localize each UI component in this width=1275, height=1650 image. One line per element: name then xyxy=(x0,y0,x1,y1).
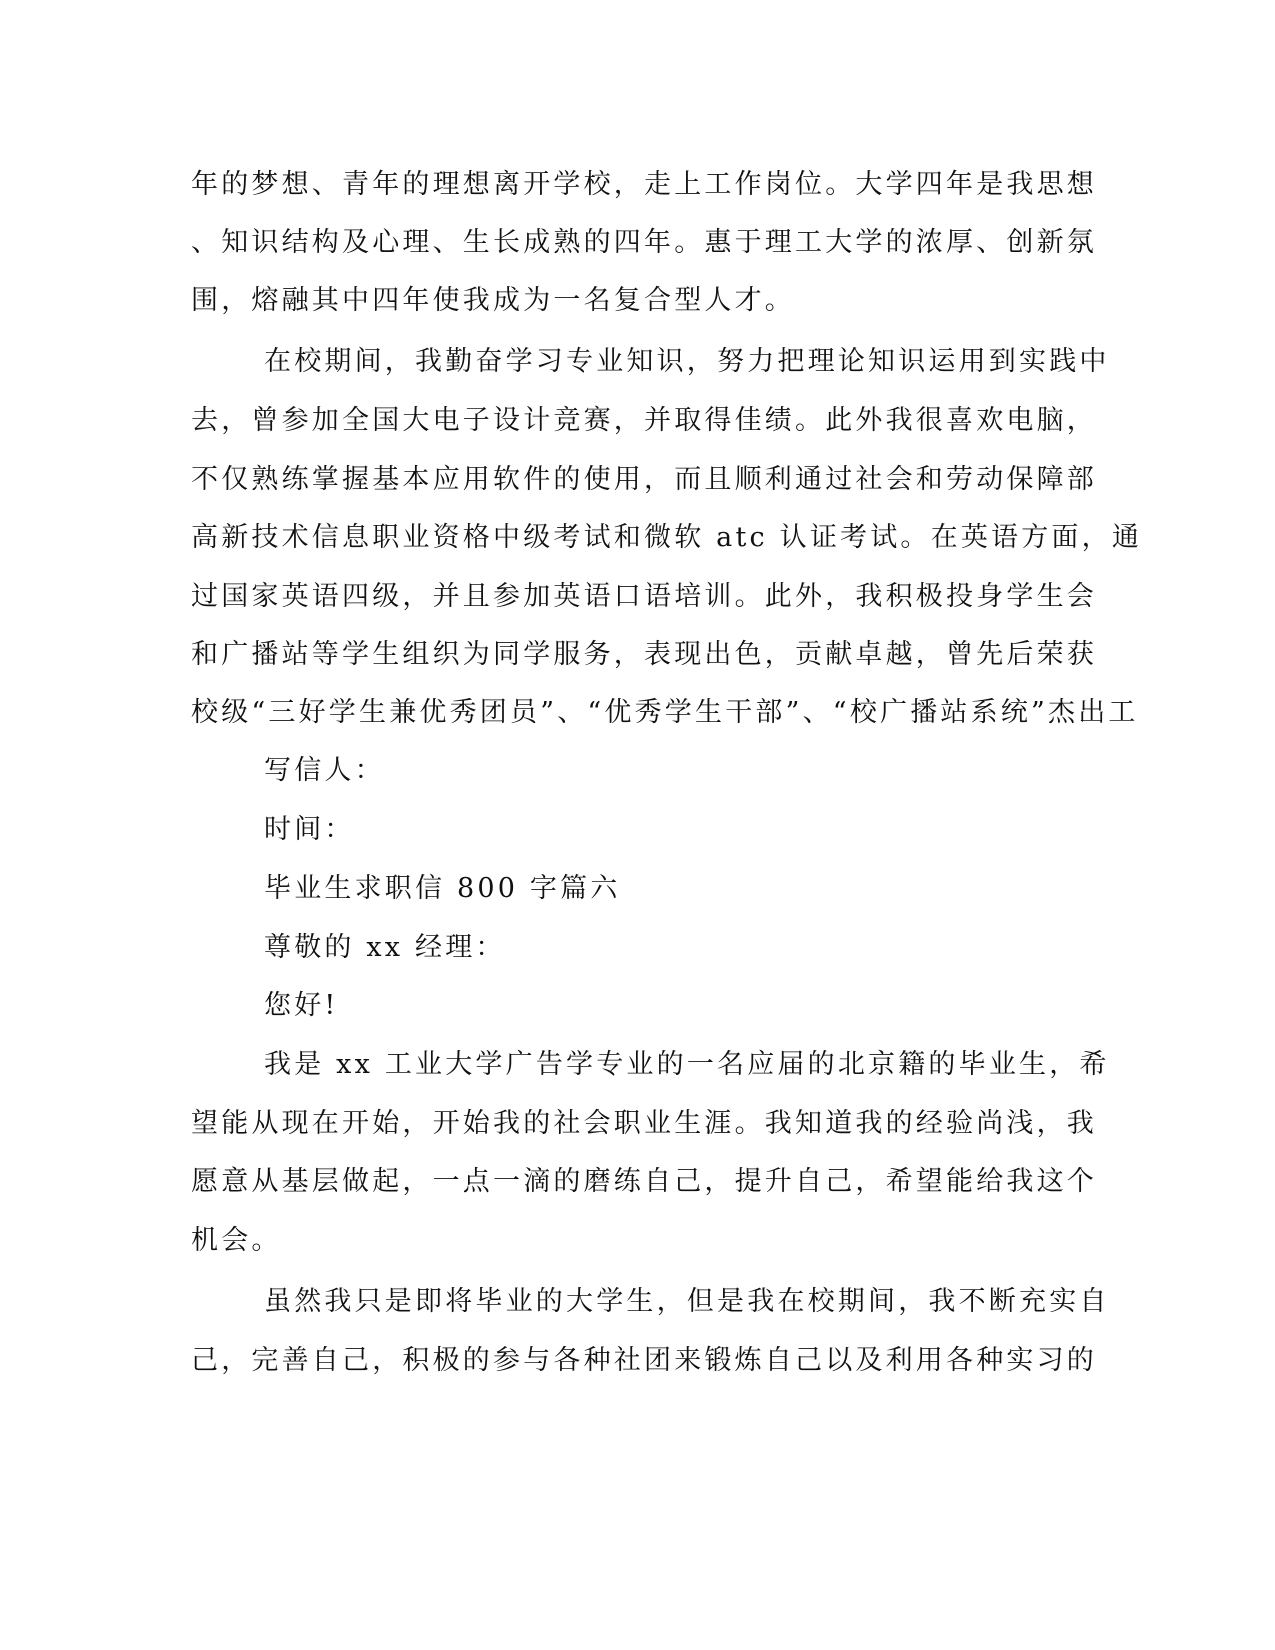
paragraph-start-line: 在校期间，我勤奋学习专业知识，努力把理论知识运用到实践中 xyxy=(264,346,1110,377)
text-line: 机会。 xyxy=(191,1225,282,1256)
text-line: 校级“三好学生兼优秀团员”、“优秀学生干部”、“校广播站系统”杰出工 xyxy=(191,697,1139,728)
date-label: 时间： xyxy=(264,814,355,845)
paragraph-start-line: 虽然我只是即将毕业的大学生，但是我在校期间，我不断充实自 xyxy=(264,1286,1110,1317)
text-line: 去，曾参加全国大电子设计竞赛，并取得佳绩。此外我很喜欢电脑， xyxy=(191,405,1097,436)
salutation: 尊敬的 xx 经理： xyxy=(264,932,506,963)
text-line: 年的梦想、青年的理想离开学校，走上工作岗位。大学四年是我思想 xyxy=(191,169,1097,200)
text-line: 过国家英语四级，并且参加英语口语培训。此外，我积极投身学生会 xyxy=(191,581,1097,612)
text-line: 和广播站等学生组织为同学服务，表现出色，贡献卓越，曾先后荣获 xyxy=(191,639,1097,670)
text-line: 不仅熟练掌握基本应用软件的使用，而且顺利通过社会和劳动保障部 xyxy=(191,464,1097,495)
text-line: 己，完善自己，积极的参与各种社团来锻炼自己以及利用各种实习的 xyxy=(191,1345,1097,1376)
text-line: 愿意从基层做起，一点一滴的磨练自己，提升自己，希望能给我这个 xyxy=(191,1166,1097,1197)
text-line: 望能从现在开始，开始我的社会职业生涯。我知道我的经验尚浅，我 xyxy=(191,1108,1097,1139)
greeting: 您好! xyxy=(264,990,339,1021)
text-line: 高新技术信息职业资格中级考试和微软 atc 认证考试。在英语方面，通 xyxy=(191,522,1143,553)
signature-label: 写信人： xyxy=(264,755,385,786)
text-line: 围，熔融其中四年使我成为一名复合型人才。 xyxy=(191,285,795,316)
paragraph-start-line: 我是 xx 工业大学广告学专业的一名应届的北京籍的毕业生，希 xyxy=(264,1049,1110,1080)
section-heading: 毕业生求职信 800 字篇六 xyxy=(264,873,621,904)
text-line: 、知识结构及心理、生长成熟的四年。惠于理工大学的浓厚、创新氛 xyxy=(191,227,1097,258)
